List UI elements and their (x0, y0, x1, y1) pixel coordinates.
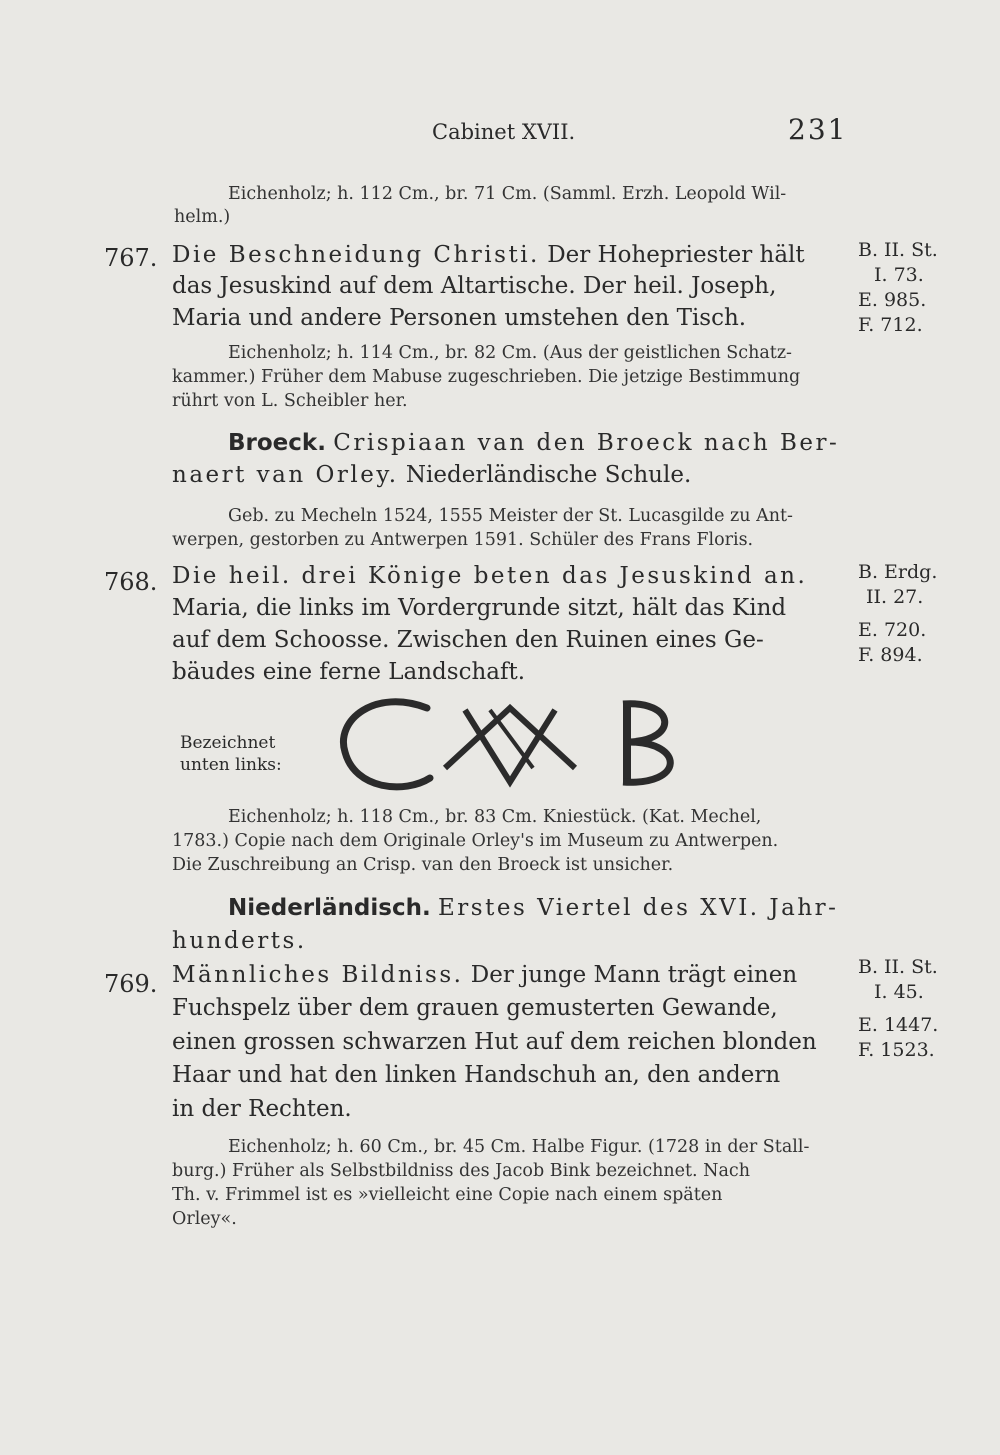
entry-text-line: Maria, die links im Vordergrunde sitzt, hält das Kind (172, 595, 787, 621)
entry-text-line: in der Rechten. (172, 1096, 352, 1122)
reference-line: E. 985. (858, 289, 927, 311)
reference-line: B. II. St. (858, 239, 938, 261)
provenance-note-line: Eichenholz; h. 114 Cm., br. 82 Cm. (Aus der geistlichen Schatz- (228, 343, 792, 363)
catalogue-references (858, 560, 937, 668)
entry-text-line: Haar und hat den linken Handschuh an, den andern (172, 1062, 781, 1088)
artist-name: Broeck. (228, 430, 326, 456)
provenance-note-line: kammer.) Früher dem Mabuse zugeschrieben. Die jetzige Bestimmung (172, 367, 801, 387)
signature-label-line: Bezeichnet (180, 733, 276, 753)
entry-text-line: einen grossen schwarzen Hut auf dem reichen blonden (172, 1029, 817, 1055)
provenance-note-line: Th. v. Frimmel ist es »vielleicht eine Copie nach einem späten (172, 1185, 723, 1205)
reference-line: I. 45. (874, 981, 924, 1003)
reference-line: II. 27. (866, 586, 924, 608)
reference-line: B. II. St. (858, 956, 938, 978)
school-heading-text: hunderts. (172, 928, 307, 954)
continuation-note-line: helm.) (174, 207, 231, 227)
entry-text: Der junge Mann trägt einen (470, 962, 798, 988)
artist-monogram-signature (335, 690, 685, 800)
continuation-note-line: Eichenholz; h. 112 Cm., br. 71 Cm. (Samml. Erzh. Leopold Wil- (228, 184, 787, 204)
reference-line: E. 1447. (858, 1014, 939, 1036)
reference-line: F. 1523. (858, 1039, 935, 1061)
artist-heading-line (172, 462, 691, 490)
entry-title: Die heil. drei Könige beten das Jesuskind an. (172, 563, 808, 589)
artist-heading-text: Crispiaan van den Broeck nach Ber- (333, 430, 840, 456)
provenance-note-line: Orley«. (172, 1209, 237, 1229)
provenance-note-line: Eichenholz; h. 118 Cm., br. 83 Cm. Kniestück. (Kat. Mechel, (228, 807, 762, 827)
entry-text-line: Maria und andere Personen umstehen den Tisch. (172, 305, 747, 331)
provenance-note-line: burg.) Früher als Selbstbildniss des Jacob Bink bezeichnet. Nach (172, 1161, 751, 1181)
artist-heading-text: naert van Orley. (172, 462, 399, 488)
entry-text: Der Hohepriester hält (547, 242, 805, 268)
signature-label (180, 732, 282, 776)
catalogue-references (858, 238, 938, 338)
entry-title: Die Beschneidung Christi. (172, 242, 540, 268)
running-header-title: Cabinet XVII. (432, 120, 576, 144)
reference-line: E. 720. (858, 619, 927, 641)
reference-line: B. Erdg. (858, 561, 938, 583)
entry-text-line: das Jesuskind auf dem Altartische. Der heil. Joseph, (172, 273, 777, 299)
reference-line: F. 894. (858, 644, 923, 666)
entry-number: 769. (104, 970, 158, 998)
reference-line: I. 73. (874, 264, 924, 286)
school-heading-text: Erstes Viertel des XVI. Jahr- (438, 895, 839, 921)
page-number: 231 (788, 113, 848, 146)
entry-number: 767. (104, 244, 158, 272)
entry-title: Männliches Bildniss. (172, 962, 464, 988)
artist-bio-line: werpen, gestorben zu Antwerpen 1591. Schüler des Frans Floris. (172, 530, 754, 550)
entry-number: 768. (104, 568, 158, 596)
artist-heading (228, 430, 839, 458)
entry-text-line: bäudes eine ferne Landschaft. (172, 659, 526, 685)
entry-text-line: Fuchspelz über dem grauen gemusterten Gewande, (172, 995, 778, 1021)
catalogue-references (858, 955, 938, 1063)
provenance-note-line: 1783.) Copie nach dem Originale Orley's im Museum zu Antwerpen. (172, 831, 779, 851)
signature-label-line: unten links: (180, 755, 282, 775)
school-name: Niederländische Schule. (405, 462, 692, 488)
school-heading (228, 895, 838, 923)
artist-bio-line: Geb. zu Mecheln 1524, 1555 Meister der St. Lucasgilde zu Ant- (228, 506, 793, 526)
entry-text-line (172, 962, 797, 990)
provenance-note-line: Die Zuschreibung an Crisp. van den Broeck ist unsicher. (172, 855, 674, 875)
entry-text-line (172, 242, 805, 270)
provenance-note-line: Eichenholz; h. 60 Cm., br. 45 Cm. Halbe Figur. (1728 in der Stall- (228, 1137, 810, 1157)
school-heading-name: Niederländisch. (228, 895, 431, 921)
reference-line: F. 712. (858, 314, 923, 336)
entry-text-line: auf dem Schoosse. Zwischen den Ruinen eines Ge- (172, 627, 764, 653)
provenance-note-line: rührt von L. Scheibler her. (172, 391, 408, 411)
